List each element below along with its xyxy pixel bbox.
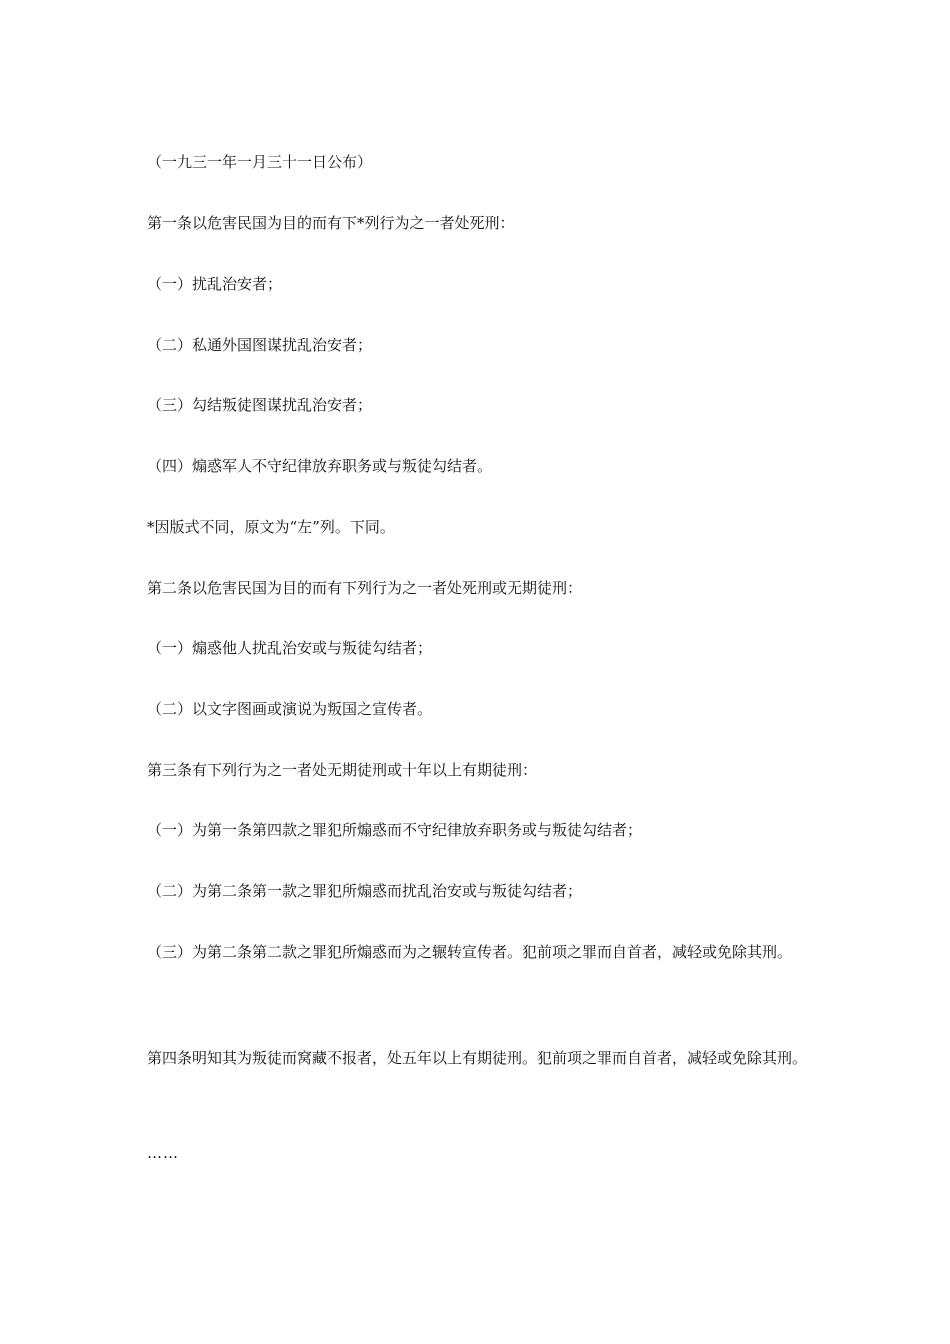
promulgation-date: （一九三一年一月三十一日公布）: [147, 153, 373, 171]
ellipsis: ……: [147, 1144, 179, 1162]
article-3-item-3: （三）为第二条第二款之罪犯所煽惑而为之辗转宣传者。犯前项之罪而自首者，减轻或免除其刑。: [147, 943, 793, 961]
article-3-item-2: （二）为第二条第一款之罪犯所煽惑而扰乱治安或与叛徒勾结者；: [147, 882, 583, 900]
article-2-item-1: （一）煽惑他人扰乱治安或与叛徒勾结者；: [147, 639, 433, 657]
article-1: 第一条以危害民国为目的而有下*列行为之一者处死刑：: [147, 214, 515, 232]
article-1-item-2: （二）私通外国图谋扰乱治安者；: [147, 336, 373, 354]
article-1-item-4: （四）煽惑军人不守纪律放弃职务或与叛徒勾结者。: [147, 457, 493, 475]
article-3: 第三条有下列行为之一者处无期徒刑或十年以上有期徒刑：: [147, 761, 538, 779]
article-3-item-1: （一）为第一条第四款之罪犯所煽惑而不守纪律放弃职务或与叛徒勾结者；: [147, 821, 643, 839]
article-2-item-2: （二）以文字图画或演说为叛国之宣传者。: [147, 700, 433, 718]
footnote: *因版式不同，原文为“左”列。下同。: [147, 518, 395, 536]
article-1-item-3: （三）勾结叛徒图谋扰乱治安者；: [147, 396, 373, 414]
article-2: 第二条以危害民国为目的而有下列行为之一者处死刑或无期徒刑：: [147, 579, 583, 597]
article-1-item-1: （一）扰乱治安者；: [147, 275, 283, 293]
article-4: 第四条明知其为叛徒而窝藏不报者，处五年以上有期徒刑。犯前项之罪而自首者，减轻或免除其刑。: [147, 1049, 808, 1067]
